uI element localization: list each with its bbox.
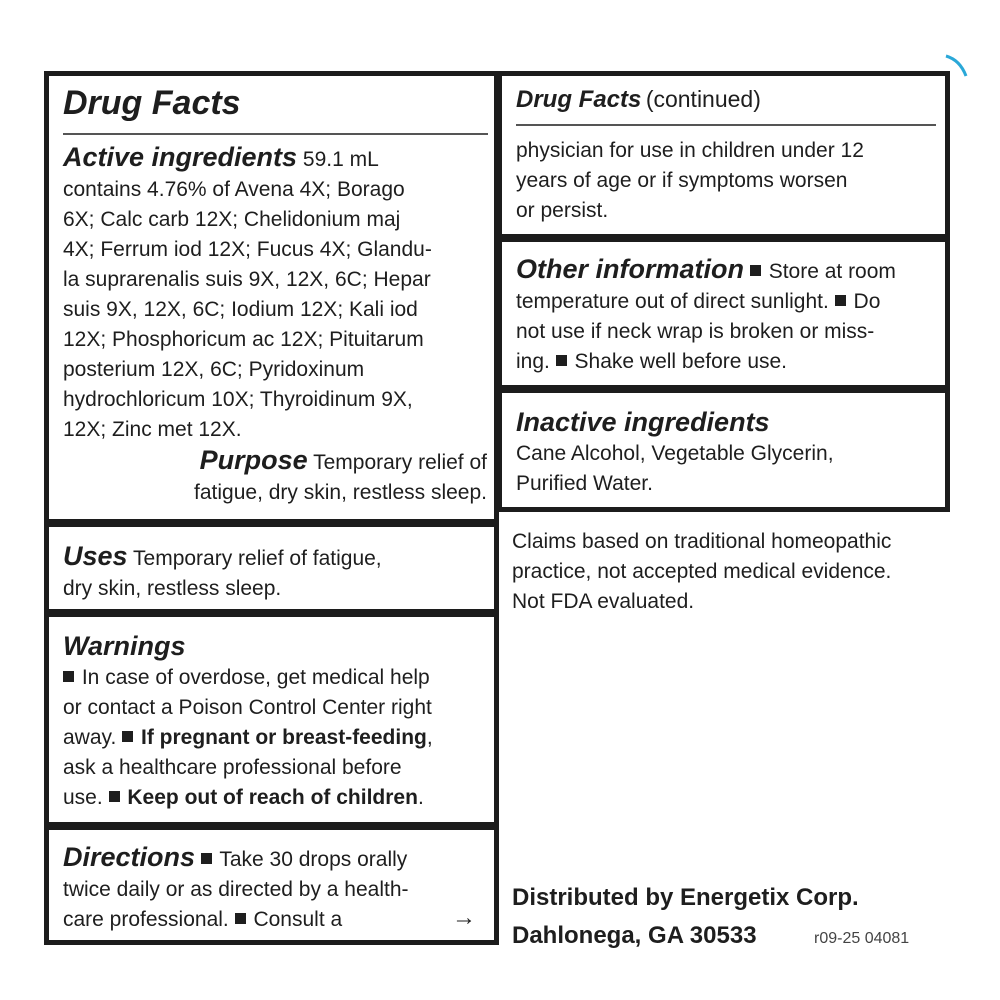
other-information-heading: Other information bbox=[516, 254, 744, 284]
warning-line4: ask a healthcare professional before bbox=[63, 756, 402, 779]
active-line: 12X; Zinc met 12X. bbox=[63, 418, 242, 441]
directions-line3b: Consult a bbox=[253, 908, 343, 931]
bullet-icon bbox=[63, 671, 74, 682]
warnings-panel bbox=[44, 612, 499, 827]
bullet-icon bbox=[556, 355, 567, 366]
active-ingredients-panel bbox=[44, 71, 499, 524]
purpose-line1: Temporary relief of bbox=[313, 451, 487, 474]
bullet-icon bbox=[235, 913, 246, 924]
continued-line: years of age or if symptoms worsen bbox=[516, 169, 848, 192]
claims-line: Not FDA evaluated. bbox=[512, 590, 695, 613]
warning-comma: , bbox=[426, 726, 433, 749]
claims-disclaimer bbox=[512, 527, 952, 617]
active-line: 4X; Ferrum iod 12X; Fucus 4X; Glandu- bbox=[63, 238, 432, 261]
other-line2: temperature out of direct sunlight. bbox=[516, 290, 829, 313]
active-line: 12X; Phosphoricum ac 12X; Pituitarum bbox=[63, 328, 424, 351]
warning-line5a: use. bbox=[63, 786, 103, 809]
bullet-icon bbox=[201, 853, 212, 864]
claims-line: practice, not accepted medical evidence. bbox=[512, 560, 892, 583]
active-amount: 59.1 mL bbox=[302, 148, 379, 171]
drug-facts-title: Drug Facts bbox=[63, 84, 241, 122]
warnings-heading: Warnings bbox=[63, 631, 186, 661]
continue-arrow-icon: → bbox=[452, 904, 476, 931]
distributor-line1: Distributed by Energetix Corp. bbox=[512, 884, 859, 911]
uses-panel bbox=[44, 522, 499, 614]
directions-panel bbox=[44, 825, 499, 945]
warning-line2: or contact a Poison Control Center right bbox=[63, 696, 432, 719]
directions-line2: twice daily or as directed by a health- bbox=[63, 878, 409, 901]
uses-heading: Uses bbox=[63, 541, 128, 571]
other-line4b: Shake well before use. bbox=[574, 350, 788, 373]
inactive-line1: Cane Alcohol, Vegetable Glycerin, bbox=[516, 442, 834, 465]
lot-code: r09-25 04081 bbox=[814, 930, 910, 947]
bullet-icon bbox=[835, 295, 846, 306]
warning-line3a: away. bbox=[63, 726, 117, 749]
uses-line2: dry skin, restless sleep. bbox=[63, 577, 282, 600]
continued-line: physician for use in children under 12 bbox=[516, 139, 864, 162]
inactive-ingredients-panel bbox=[497, 388, 950, 512]
active-line: posterium 12X, 6C; Pyridoxinum bbox=[63, 358, 365, 381]
other-line1: Store at room bbox=[768, 260, 896, 283]
active-ingredients-heading: Active ingredients bbox=[63, 142, 298, 172]
other-information-panel bbox=[497, 237, 950, 390]
inactive-ingredients-heading: Inactive ingredients bbox=[516, 407, 770, 437]
continued-panel bbox=[497, 71, 950, 239]
other-line4a: ing. bbox=[516, 350, 550, 373]
warning-line1: In case of overdose, get medical help bbox=[81, 666, 430, 689]
active-ingredients-section bbox=[63, 142, 493, 508]
directions-line3a: care professional. bbox=[63, 908, 229, 931]
distributor-line2: Dahlonega, GA 30533 bbox=[512, 922, 757, 949]
active-line: contains 4.76% of Avena 4X; Borago bbox=[63, 178, 405, 201]
other-line3: not use if neck wrap is broken or miss- bbox=[516, 320, 875, 343]
uses-line1: Temporary relief of fatigue, bbox=[133, 547, 382, 570]
bullet-icon bbox=[122, 731, 133, 742]
bullet-icon bbox=[109, 791, 120, 802]
warning-pregnant: If pregnant or breast-feeding bbox=[141, 726, 427, 749]
continued-line: or persist. bbox=[516, 199, 609, 222]
active-line: 6X; Calc carb 12X; Chelidonium maj bbox=[63, 208, 401, 231]
other-line2b: Do bbox=[853, 290, 881, 313]
claims-line: Claims based on traditional homeopathic bbox=[512, 530, 892, 553]
active-line: la suprarenalis suis 9X, 12X, 6C; Hepar bbox=[63, 268, 431, 291]
continued-title: Drug Facts bbox=[516, 86, 642, 113]
directions-heading: Directions bbox=[63, 842, 196, 872]
warning-keep-out: Keep out of reach of children bbox=[127, 786, 418, 809]
title-rule bbox=[63, 133, 488, 135]
purpose-line2: fatigue, dry skin, restless sleep. bbox=[194, 481, 487, 504]
active-line: suis 9X, 12X, 6C; Iodium 12X; Kali iod bbox=[63, 298, 418, 321]
purpose-heading: Purpose bbox=[199, 445, 308, 475]
warning-period: . bbox=[417, 786, 424, 809]
inactive-line2: Purified Water. bbox=[516, 472, 653, 495]
active-line: hydrochloricum 10X; Thyroidinum 9X, bbox=[63, 388, 413, 411]
bullet-icon bbox=[750, 265, 761, 276]
continued-suffix: (continued) bbox=[645, 86, 761, 112]
continued-rule bbox=[516, 124, 936, 126]
directions-line1: Take 30 drops orally bbox=[219, 848, 408, 871]
